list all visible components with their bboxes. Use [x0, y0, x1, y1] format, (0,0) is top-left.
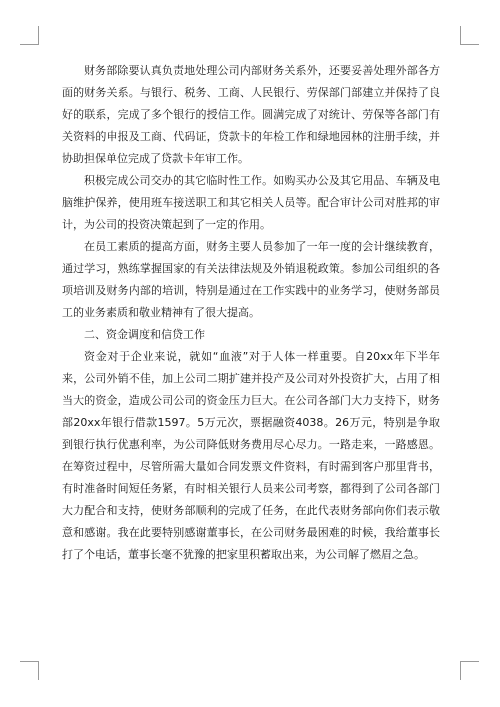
crop-mark-bottom-left [20, 661, 39, 680]
paragraph-funding: 资金对于企业来说，就如“血液”对于人体一样重要。自20xx年下半年来，公司外销不佳，加上公司二期扩建并投产及公司对外投资扩大，占用了相当大的资金，造成公司公司的资金压力巨大。在公司各部门大力支持下，财务部20xx年银行借款1597。5万元次，票据融资4038。26万元，特别是争取到银行执行优惠利率，为公司降低财务费用尽心尽力。一路走来，一路感恩。在筹资过程中，尽管所需大量如合同发票文件资料，有时需到客户那里背书，有时准备时间短任务紧，有时相关银行人员来公司考察，都得到了公司各部门大力配合和支持，使财务部顺利的完成了任务，在此代表财务部向你们表示敬意和感谢。我在此要特别感谢董事长，在公司财务最困难的时候，我给董事长打了个电话，董事长毫不犹豫的把家里积蓄取出来，为公司解了燃眉之急。 [62, 350, 440, 561]
paragraph-external-relations: 财务部除要认真负责地处理公司内部财务关系外，还要妥善处理外部各方面的财务关系。与银行、税务、工商、人民银行、劳保部门部建立并保持了良好的联系，完成了多个银行的授信工作。圆满完成了对统计、劳保等各部门有关资料的申报及工商、代码证，贷款卡的年检工作和绿地园林的注册手续，并协助担保单位完成了贷款卡年审工作。 [62, 64, 440, 165]
document-body [62, 60, 440, 566]
crop-mark-bottom-right [460, 661, 479, 680]
crop-mark-top-right [460, 26, 479, 45]
paragraph-temporary-tasks: 积极完成公司交办的其它临时性工作。如购买办公及其它用品、车辆及电脑维护保养，使用班车接送职工和其它相关人员等。配合审计公司对胜邦的审计，为公司的投资决策起到了一定的作用。 [62, 174, 440, 231]
crop-mark-top-left [20, 26, 39, 45]
paragraph-staff-quality: 在员工素质的提高方面，财务主要人员参加了一年一度的会计继续教育，通过学习，熟练掌握国家的有关法律法规及外销退税政策。参加公司组织的各项培训及财务内部的培训，特别是通过在工作实践中的业务学习，使财务部员工的业务素质和敬业精神有了很大提高。 [62, 240, 440, 319]
section-heading: 二、资金调度和信贷工作 [84, 328, 205, 341]
